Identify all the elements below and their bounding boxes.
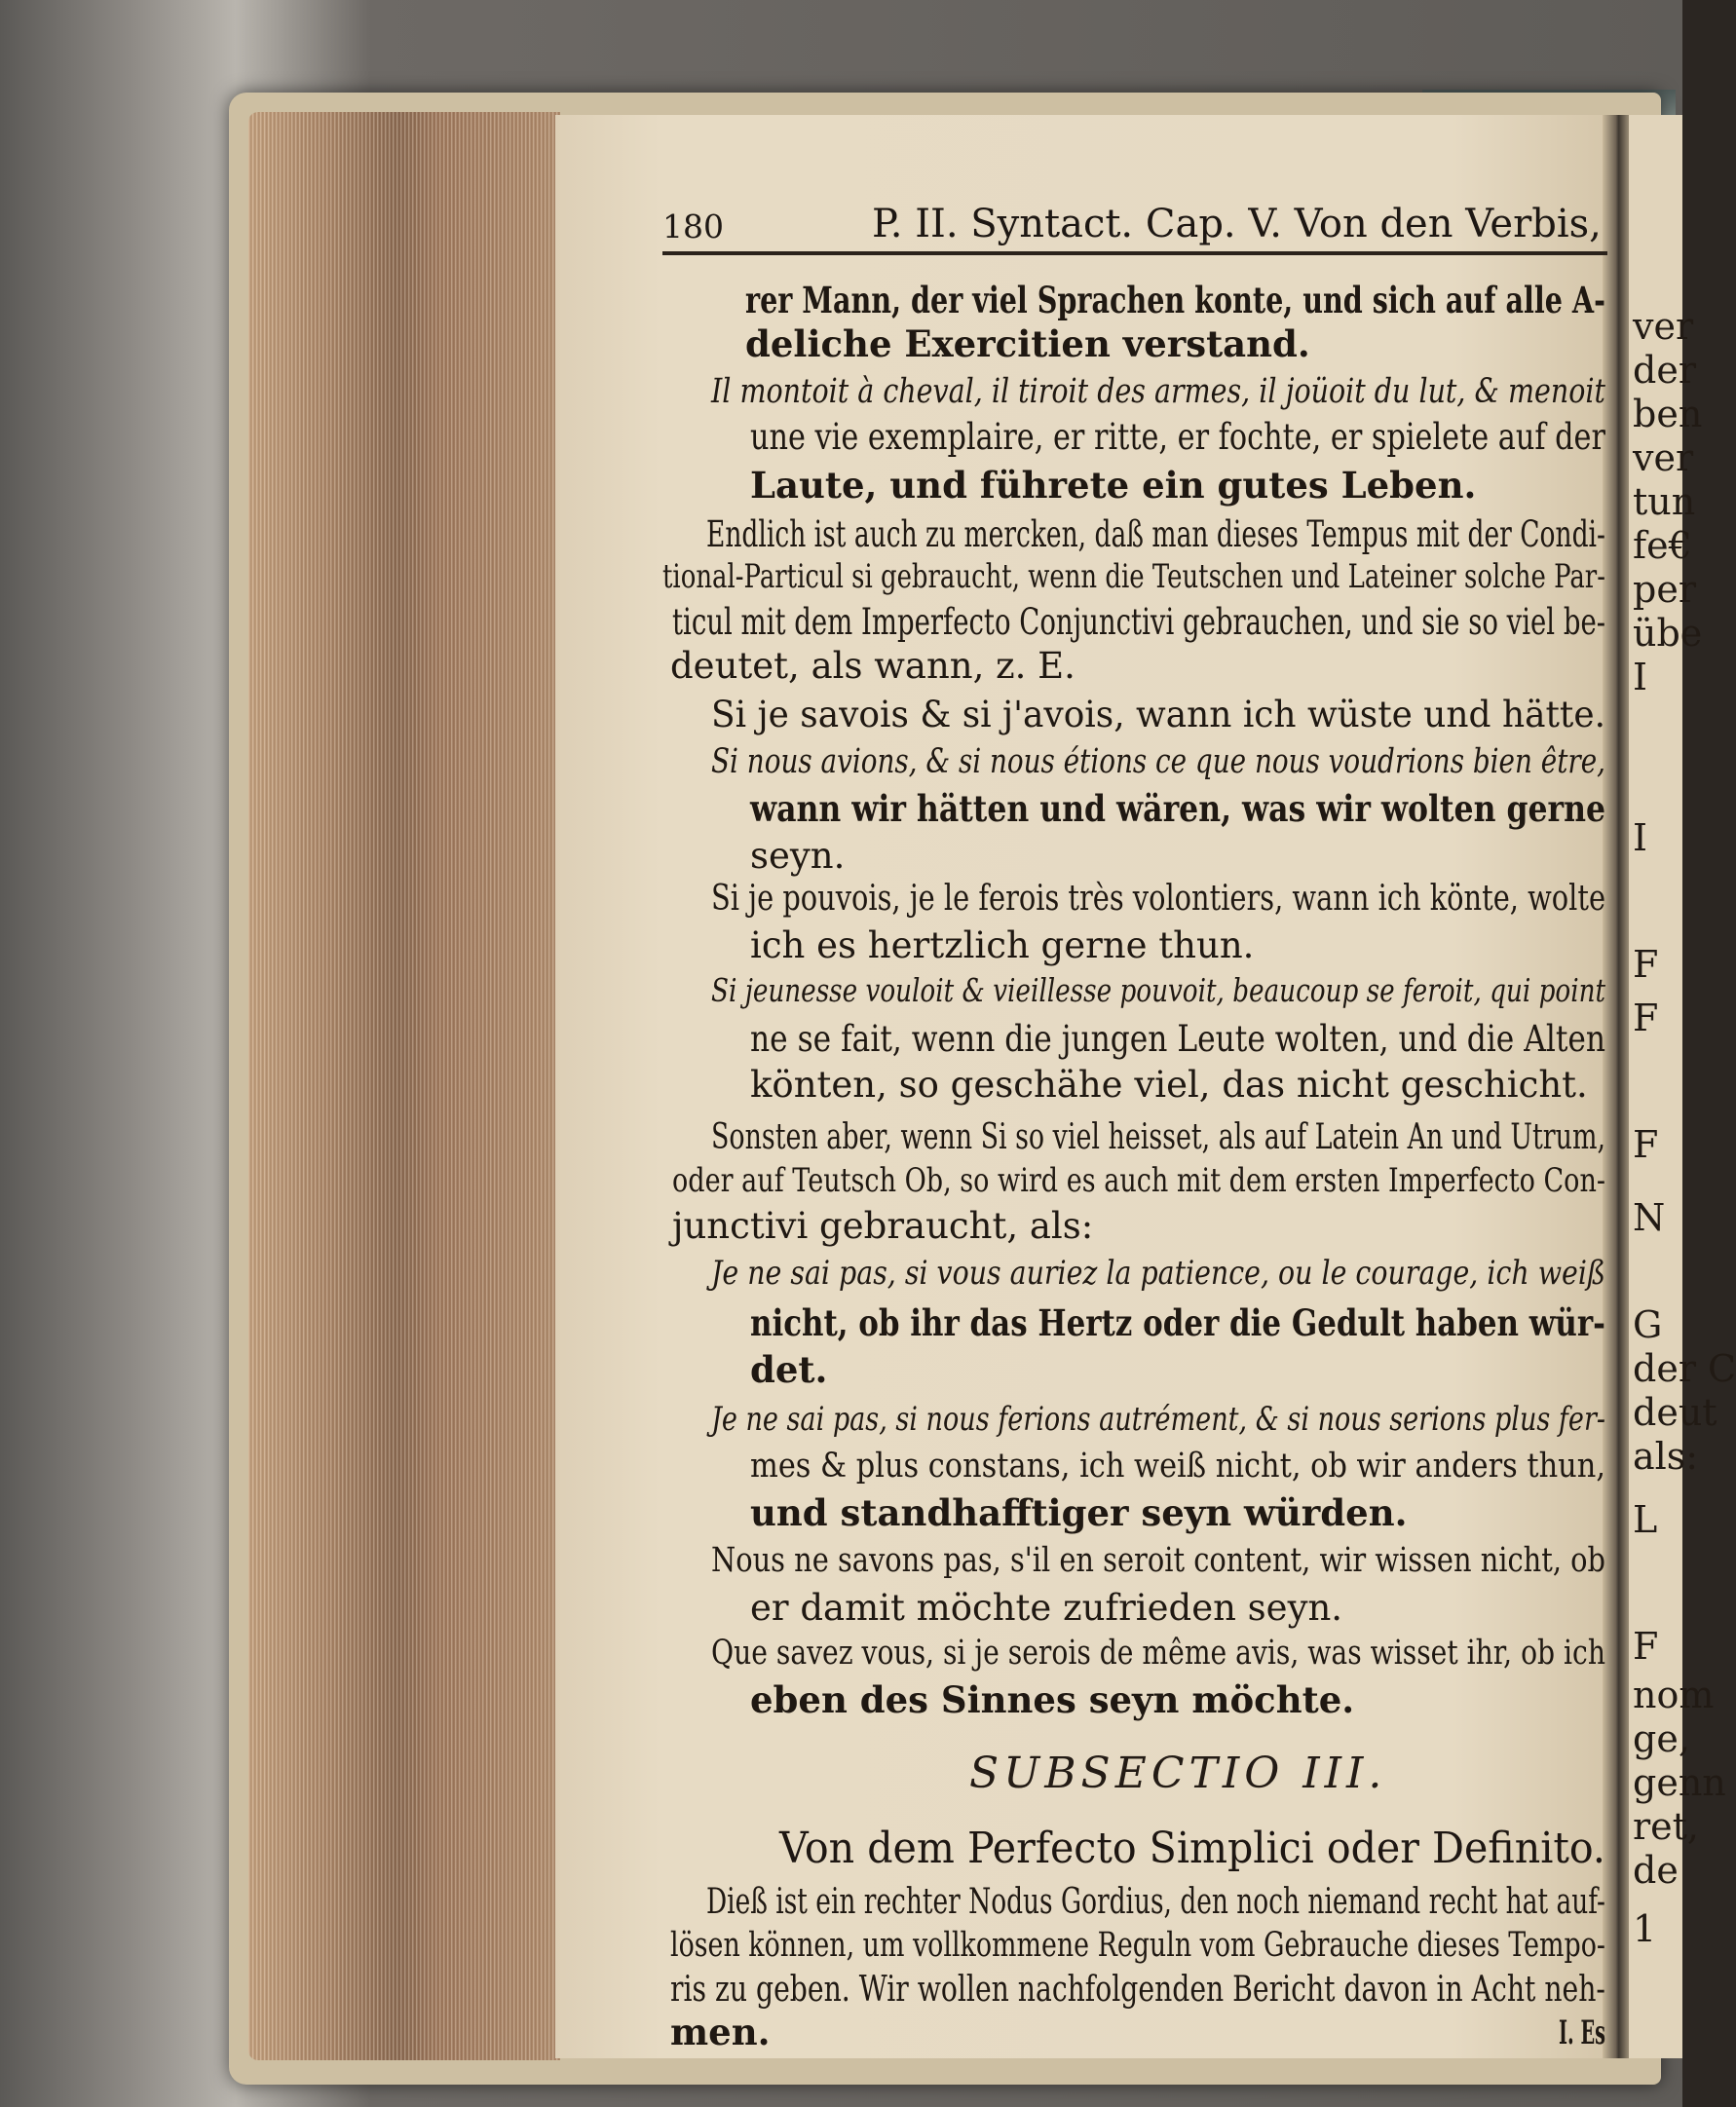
text-line: det. [750, 1348, 828, 1391]
facing-text: ge, [1633, 1717, 1690, 1760]
facing-text: deut [1633, 1391, 1717, 1434]
text-line: mes & plus constans, ich weiß nicht, ob wir anders thun, [750, 1447, 1605, 1486]
facing-text: fe€ [1633, 524, 1692, 567]
text-line: ticul mit dem Imperfecto Conjunctivi gebrauchen, und sie so viel be- [672, 601, 1606, 643]
facing-text: ver [1633, 305, 1694, 348]
text-line: Sonsten aber, wenn Si so viel heisset, als auf Latein An und Utrum, [711, 1117, 1606, 1157]
text-line: Si nous avions, & si nous étions ce que nous voudrions bien être, [711, 742, 1606, 781]
facing-text: der C [1633, 1347, 1736, 1390]
text-line: men. [670, 2011, 771, 2053]
facing-text: F [1633, 997, 1659, 1039]
page-block-edge [248, 112, 560, 2060]
catchword: I. Es [1559, 2013, 1605, 2052]
text-line: und standhafftiger seyn würden. [750, 1491, 1408, 1534]
text-line: lösen können, um vollkommene Reguln vom Gebrauche dieses Tempo- [670, 1926, 1605, 1965]
facing-text: L [1633, 1498, 1658, 1541]
text-line: Je ne sai pas, si vous auriez la patience, ou le courage, ich weiß [711, 1254, 1605, 1293]
facing-text: als: [1633, 1435, 1699, 1478]
facing-text: ret, [1633, 1805, 1700, 1848]
text-line: Laute, und führete ein gutes Leben. [750, 464, 1477, 507]
text-line: Nous ne savons pas, s'il en seroit content, wir wissen nicht, ob [711, 1541, 1606, 1580]
text-line: eben des Sinnes seyn möchte. [750, 1678, 1355, 1721]
book-gutter [1603, 115, 1632, 2058]
facing-page-fragment [1629, 115, 1736, 2058]
facing-text: I [1633, 816, 1648, 859]
text-line: ich es hertzlich gerne thun. [750, 924, 1255, 966]
text-line: seyn. [750, 835, 846, 877]
running-head: P. II. Syntact. Cap. V. Von den Verbis, [872, 202, 1602, 246]
text-line: tional-Particul si gebraucht, wenn die Teutschen und Lateiner solche Par- [662, 557, 1605, 596]
text-line: rer Mann, der viel Sprachen konte, und sich auf alle A- [745, 279, 1605, 321]
facing-text: N [1633, 1196, 1666, 1239]
facing-text: ver [1633, 436, 1694, 479]
subsection-title: Von dem Perfecto Simplici oder Definito. [779, 1824, 1605, 1873]
facing-text: tun [1633, 480, 1696, 523]
text-line: wann wir hätten und wären, was wir wolten gerne [750, 787, 1606, 830]
facing-text: genn [1633, 1761, 1726, 1804]
text-line: deutet, als wann, z. E. [670, 645, 1076, 687]
text-line: junctivi gebraucht, als: [672, 1205, 1094, 1247]
text-line: deliche Exercitien verstand. [745, 322, 1310, 365]
text-line: ris zu geben. Wir wollen nachfolgenden Bericht davon in Acht neh- [670, 1970, 1605, 2010]
facing-text: de [1633, 1849, 1679, 1892]
text-line: Si je savois & si j'avois, wann ich wüste und hätte. [711, 694, 1605, 735]
facing-text: per [1633, 568, 1696, 611]
text-line: er damit möchte zufrieden seyn. [750, 1587, 1343, 1629]
text-line: Si jeunesse vouloit & vieillesse pouvoit, beaucoup se feroit, qui point [711, 971, 1606, 1009]
facing-text: F [1633, 943, 1659, 986]
text-line: Si je pouvois, je le ferois très volontiers, wann ich könte, wolte [711, 879, 1606, 919]
page-number: 180 [662, 207, 724, 245]
text-line: Endlich ist auch zu mercken, daß man dieses Tempus mit der Condi- [706, 513, 1605, 555]
text-line: ne se fait, wenn die jungen Leute wolten, und die Alten [750, 1018, 1606, 1060]
facing-text: übe [1633, 612, 1703, 655]
facing-text: der [1633, 349, 1696, 392]
page-header [662, 200, 1607, 258]
text-line: Dieß ist ein rechter Nodus Gordius, den noch niemand recht hat auf- [706, 1882, 1605, 1922]
facing-text: F [1633, 1123, 1659, 1166]
text-line: une vie exemplaire, er ritte, er fochte, er spielete auf der [750, 416, 1605, 458]
text-line: Je ne sai pas, si nous ferions autrément, & si nous serions plus fer- [711, 1400, 1606, 1439]
text-line: oder auf Teutsch Ob, so wird es auch mit dem ersten Imperfecto Con- [672, 1161, 1606, 1200]
header-rule [662, 251, 1607, 255]
text-line: Que savez vous, si je serois de même avis, was wisset ihr, ob ich [711, 1634, 1605, 1673]
facing-text: nom [1633, 1674, 1715, 1716]
facing-text: G [1633, 1303, 1663, 1346]
facing-text: 1 [1633, 1907, 1657, 1950]
text-line: könten, so geschähe viel, das nicht geschicht. [750, 1064, 1588, 1106]
text-line: Il montoit à cheval, il tiroit des armes, il joüoit du lut, & menoit [711, 372, 1605, 411]
text-line: nicht, ob ihr das Hertz oder die Gedult haben wür- [750, 1301, 1605, 1344]
subsection-heading: SUBSECTIO III. [969, 1749, 1387, 1798]
facing-text: ben [1633, 393, 1703, 435]
facing-text: I [1633, 656, 1648, 698]
facing-text: F [1633, 1625, 1659, 1668]
